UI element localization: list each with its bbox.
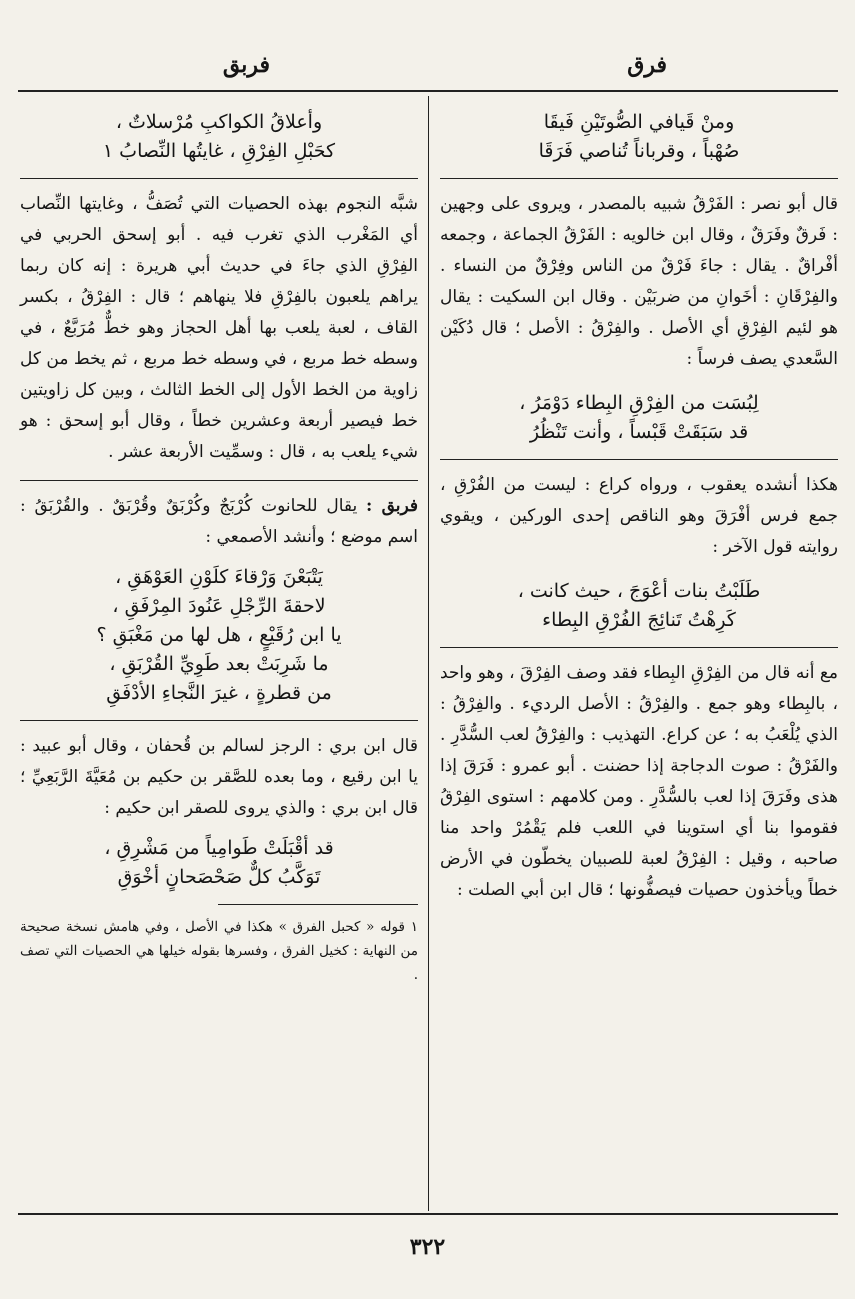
separator (20, 720, 418, 721)
paragraph: قال أبو نصر : الفَرْقُ شبيه بالمصدر ، ويروى على وجهين : فَرقٌ وفَرَقٌ ، وقال ابن خالويه : الفَرْقُ الجماعة ، وجمعه أفْراقٌ . يقال : جاءَ فَرْقٌ من الناس وفِرْقٌ من النساء . والفِرْقَانِ : أخَوانِ من ضربَيْن . وقال ابن السكيت : يقال هو لئيم الفِرْقِ أي الأصل . والفِرْقُ : الأصل ؛ قال دُكَيْن السَّعدي يصف فرساً : (440, 194, 838, 369)
page-number: ٣٢٢ (409, 1234, 446, 1260)
column-divider (428, 96, 429, 1211)
paragraph: مع أنه قال من الفِرْقِ البِطاء فقد وصف الفِرْقَ ، وهو واحد ، بالبِطاء وهو جمع . والفِرْقُ : الأصل الرديء . والفِرْقُ : الذي يُلْعَبُ به ؛ عن كراع. التهذيب : والفِرْقُ لعب السُّدَّرِ . والفَرْقُ : صوت الدجاجة إذا حضنت . أبو عمرو : فَرَقَ إذا هذى وفَرَقَ إذا لعب بالسُّدَّرِ . ومن كلامهم : استوى الفِرْقُ فقوموا بنا أي استوينا في اللعب فلم يَقْمُرْ واحد منا صاحبه ، وقيل : الفِرْقُ لعبة للصبيان يخطّون في الأرض خطاً ويأخذون حصيات فيصفُّونها ؛ قال ابن أبي الصلت : (440, 663, 838, 900)
verse-line: صُهْباً ، وقرباناً تُناصي فَرَقَا (538, 140, 740, 162)
top-rule (18, 90, 838, 92)
verse-line: قد سَبَقَتْ قَبْساً ، وأنت تَنْظُرُ (529, 421, 749, 443)
verse-block (440, 108, 838, 166)
verse-line: كحَبْلِ الفِرْقِ ، غايتُها النِّصابُ ١ (102, 140, 336, 162)
verse-line: وأعلاقُ الكواكبِ مُرْسلاتٌ ، (115, 111, 323, 133)
bottom-rule (18, 1213, 838, 1215)
separator (440, 647, 838, 648)
verse-line: ما شَرِبَتْ بعد طَوِيِّ القُرْبَقِ ، (109, 653, 329, 675)
entry-text: يقال للحانوت كُرْبَجٌ وكُرْبَقٌ وقُرْبَقٌ . والقُرْبَقُ : اسم موضع ؛ وأنشد الأصمعي : (20, 496, 418, 547)
verse-block (20, 563, 418, 708)
verse-line: ومنْ قَيافي الصُّوتَيْنِ فَيقَا (543, 111, 735, 133)
paragraph: شبَّه النجوم بهذه الحصيات التي تُصَفُّ ، وغايتها النِّصاب أي المَغْرب الذي تغرب فيه . أبو إسحق الحربي في الفِرْقِ الذي جاءَ في حديث أبي هريرة : إنه كان ربما يراهم يلعبون بالفِرْقِ فلا ينهاهم ؛ قال : الفِرْقُ ، بكسر القاف ، لعبة يلعب بها أهل الحجاز وهو خطٌّ مُرَبَّعٌ ، في وسطه خط مربع ، في وسطه خط مربع ، ثم يخط من كل زاوية من الخط الأول إلى الخط الثالث ، وبين كل زاويتين خط فيصير أربعة وعشرين خطاً ، وقال أبو إسحق : هو شيء يلعب به ، قال : وسمِّيت الأربعة عشر . (20, 194, 418, 462)
verse-block (20, 108, 418, 166)
paragraph: قال ابن بري : الرجز لسالم بن قُحفان ، وقال أبو عبيد : يا ابن رقيع ، وما بعده للصَّقر بن حكيم بن مُعَيَّةَ الرَّبَعِيِّ ؛ قال ابن بري : والذي يروى للصقر ابن حكيم : (20, 736, 418, 818)
separator (20, 178, 418, 179)
verse-block (20, 834, 418, 892)
left-column (20, 104, 418, 987)
separator (20, 480, 418, 481)
footnote: ١ قوله « كحبل الفرق » هكذا في الأصل ، وفي هامش نسخة صحيحة من النهاية : كخيل الفرق ، وفسرها بقوله خيلها هي الحصيات التي تصف . (20, 919, 418, 983)
verse-line: قد أقْبَلَتْ طَوامِياً من مَشْرِقِ ، (104, 837, 334, 859)
right-column (440, 104, 838, 906)
verse-block (440, 389, 838, 447)
verse-block (440, 577, 838, 635)
separator (440, 178, 838, 179)
verse-line: من قطرةٍ ، غيرَ النَّجاءِ الأدْفَقِ (106, 682, 332, 704)
verse-line: طَلَبْتُ بنات أعْوَجَ ، حيث كانت ، (517, 580, 761, 602)
verse-line: يَتْبَعْنَ وَرْقاءَ كلَوْنِ العَوْهَقِ ، (115, 566, 323, 588)
header-right-title: فرق (627, 52, 667, 78)
separator (440, 459, 838, 460)
verse-line: تَوَكَّبُ كلٌّ صَحْصَحانٍ أخْوَقِ (117, 866, 321, 888)
paragraph: هكذا أنشده يعقوب ، ورواه كراع : ليست من الفُرْقِ ، جمع فرس أفْرَقَ وهو الناقص إحدى الوركين ، ويقوي روايته قول الآخر : (440, 475, 838, 557)
verse-line: لِبُسَت من الفِرْقِ البِطاء دَوْمَرُ ، (519, 392, 759, 414)
verse-line: كَرِهْتُ تَنائِجَ الفُرْقِ البِطاء (542, 609, 736, 631)
verse-line: لاحقةَ الرِّجْلِ عَنُودَ المِرْفَقِ ، (112, 595, 326, 617)
entry-headword: فربق : (366, 496, 419, 516)
entry-paragraph (20, 491, 418, 553)
header-left-title: فربق (222, 52, 270, 78)
footnote-rule (218, 904, 418, 905)
verse-line: يا ابن رُقَيْعٍ ، هل لها من مَغْبَقِ ؟ (96, 624, 342, 646)
